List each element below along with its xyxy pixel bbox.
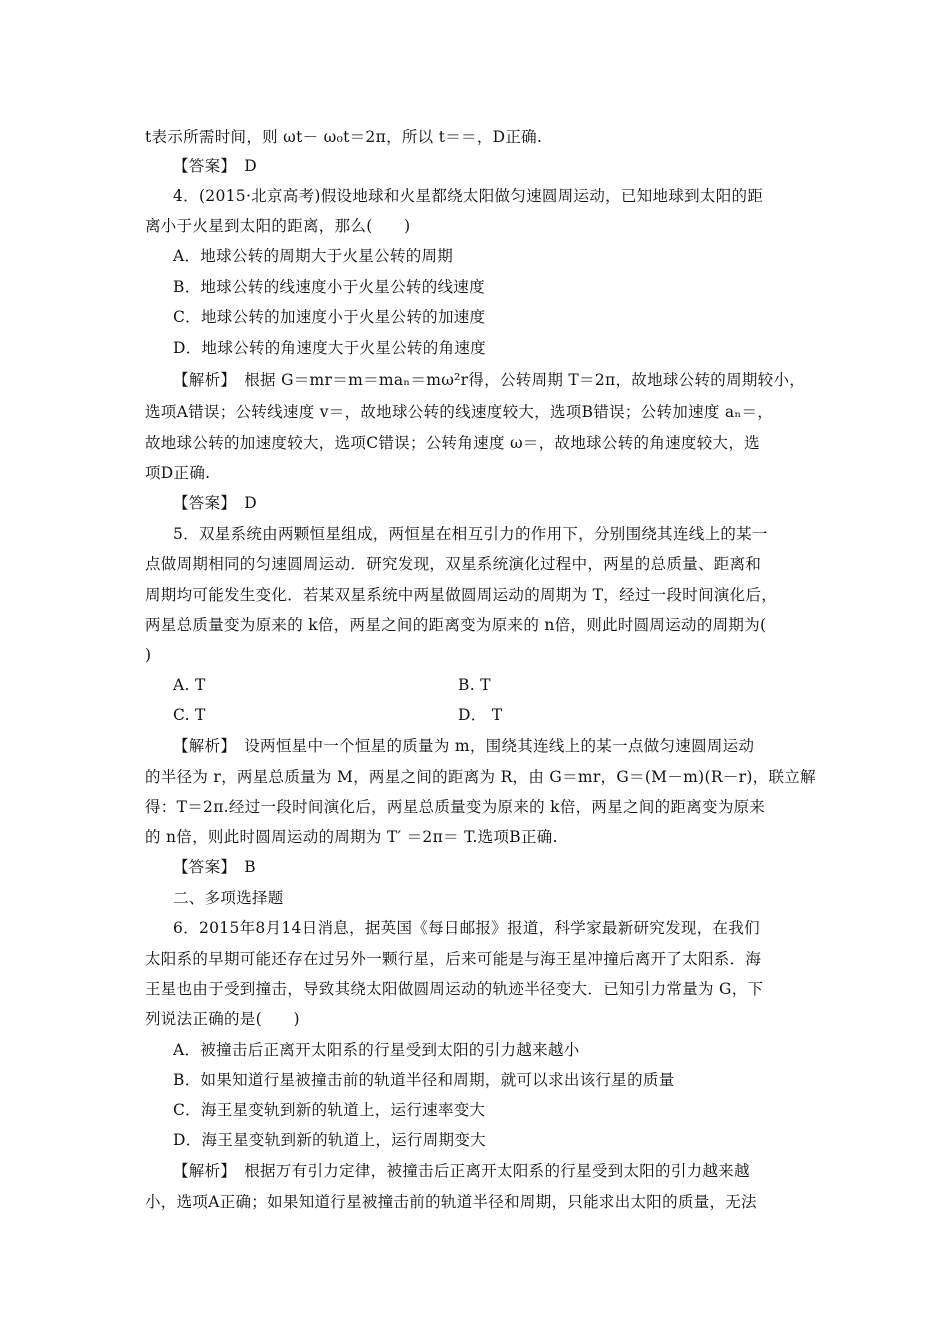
option-a: A．被撞击后正离开太阳系的行星受到太阳的引力越来越小 <box>173 1041 580 1059</box>
text-line: 的半径为 r，两星总质量为 M，两星之间的距离为 R，由 G＝mr，G＝(M－m)(R－r)，联立解 <box>145 768 816 786</box>
analysis-line: 【解析】 设两恒星中一个恒星的质量为 m，围绕其连线上的某一点做匀速圆周运动 <box>173 737 755 755</box>
text-line: 得：T＝2π.经过一段时间演化后，两星总质量变为原来的 k倍，两星之间的距离变为原来 <box>145 798 766 816</box>
answer-line: 【答案】 D <box>173 494 257 512</box>
text-line: 周期均可能发生变化．若某双星系统中两星做圆周运动的周期为 T，经过一段时间演化后， <box>145 586 778 604</box>
text-line: 选项A错误；公转线速度 v＝，故地球公转的线速度较大，选项B错误；公转加速度 aₙ＝， <box>145 403 774 421</box>
answer-line: 【答案】 D <box>173 157 257 175</box>
text-line: 项D正确. <box>145 464 211 482</box>
text-line: 太阳系的早期可能还存在过另外一颗行星，后来可能是与海王星冲撞后离开了太阳系．海 <box>145 950 762 968</box>
text-line: 王星也由于受到撞击，导致其绕太阳做圆周运动的轨迹半径变大．已知引力常量为 G，下 <box>145 980 764 998</box>
text-line: 点做周期相同的匀速圆周运动．研究发现，双星系统演化过程中，两星的总质量、距离和 <box>145 555 762 573</box>
analysis-line: 【解析】 根据 G＝mr＝m＝maₙ＝mω²r得，公转周期 T＝2π，故地球公转的周期较小， <box>173 371 806 389</box>
option-c: C. T <box>173 706 206 724</box>
text-line: t表示所需时间，则 ωt－ ω₀t＝2π，所以 t＝＝，D正确. <box>145 128 543 146</box>
option-b: B．如果知道行星被撞击前的轨道半径和周期，就可以求出该行星的质量 <box>173 1071 675 1089</box>
option-a: A. T <box>173 676 206 694</box>
option-d: D．地球公转的角速度大于火星公转的角速度 <box>173 339 486 357</box>
option-b: B．地球公转的线速度小于火星公转的线速度 <box>173 278 485 296</box>
text-line: ) <box>145 646 152 664</box>
text-line: 离小于火星到太阳的距离，那么( ) <box>145 217 411 235</box>
text-line: 小，选项A正确；如果知道行星被撞击前的轨道半径和周期，只能求出太阳的质量，无法 <box>145 1193 757 1211</box>
answer-line: 【答案】 B <box>173 858 256 876</box>
text-line: 的 n倍，则此时圆周运动的周期为 T′ ＝2π＝ T.选项B正确. <box>145 828 558 846</box>
question-5: 5．双星系统由两颗恒星组成，两恒星在相互引力的作用下，分别围绕其连线上的某一 <box>173 525 768 543</box>
text-line: 两星总质量变为原来的 k倍，两星之间的距离变为原来的 n倍，则此时圆周运动的周期为( <box>145 616 767 634</box>
text-line: 故地球公转的加速度较大，选项C错误；公转角速度 ω＝，故地球公转的角速度较大，选 <box>145 434 760 452</box>
text-line: 列说法正确的是( ) <box>145 1010 300 1028</box>
analysis-line: 【解析】 根据万有引力定律，被撞击后正离开太阳系的行星受到太阳的引力越来越 <box>173 1162 750 1180</box>
section-heading: 二、多项选择题 <box>173 889 284 907</box>
option-d: D． T <box>458 706 503 724</box>
option-c: C．地球公转的加速度小于火星公转的加速度 <box>173 308 486 326</box>
question-4: 4．(2015·北京高考)假设地球和火星都绕太阳做匀速圆周运动，已知地球到太阳的距 <box>173 187 764 205</box>
option-a: A．地球公转的周期大于火星公转的周期 <box>173 247 454 265</box>
option-d: D．海王星变轨到新的轨道上，运行周期变大 <box>173 1131 486 1149</box>
option-b: B. T <box>458 676 491 694</box>
option-c: C．海王星变轨到新的轨道上，运行速率变大 <box>173 1101 486 1119</box>
question-6: 6．2015年8月14日消息，据英国《每日邮报》报道，科学家最新研究发现，在我们 <box>173 919 760 937</box>
